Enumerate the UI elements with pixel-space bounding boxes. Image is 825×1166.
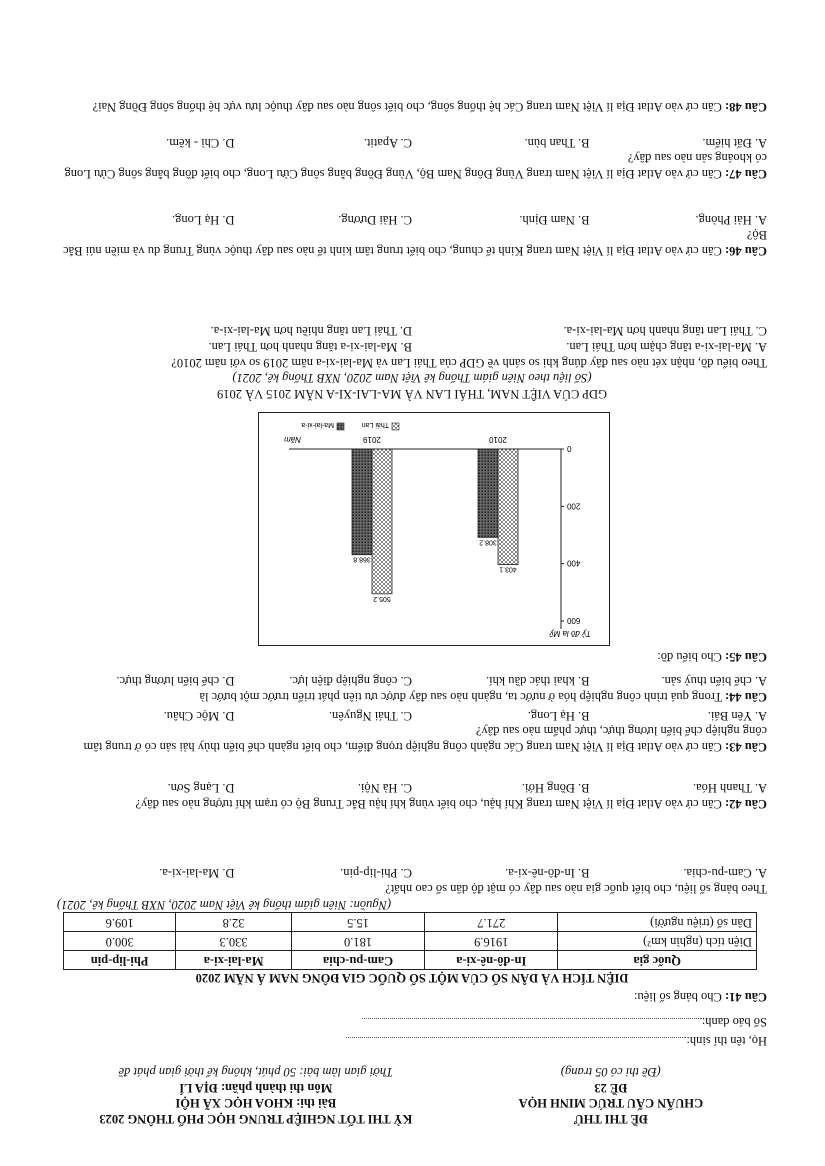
question-text: Căn cứ vào Atlat Địa lí Việt Nam trang Kinh tế chung, cho biết trung tâm kinh tế nào sau đây thuộc vùng Trung du và miền núi Bắc Bộ? <box>63 228 767 258</box>
question-41 <box>57 865 767 1004</box>
name-field[interactable] <box>346 1037 686 1048</box>
option-c[interactable]: C. Hà Nội. <box>357 781 412 796</box>
option-b[interactable]: B. In-đô-nê-xi-a. <box>505 866 590 881</box>
option-b[interactable]: B. Ma-lai-xi-a tăng nhanh hơn Thái Lan. <box>208 340 412 355</box>
question-number: Câu 43: <box>724 740 767 754</box>
name-label: Họ, tên thí sinh: <box>686 1034 767 1048</box>
table-cell: Dân số (triệu người) <box>558 912 757 931</box>
question-48 <box>57 98 767 114</box>
table-cell: 271.7 <box>425 912 558 931</box>
answer-options <box>57 780 767 796</box>
question-number: Câu 45: <box>724 650 767 664</box>
question-prompt: Theo bảng số liệu, cho biết quốc gia nào sau đây có mật độ dân số cao nhất? <box>385 882 767 897</box>
chart-bar <box>372 449 392 594</box>
option-a[interactable]: A. Cam-pu-chia. <box>683 866 767 881</box>
y-tick-label: 0 <box>567 444 572 453</box>
answer-options <box>57 339 767 355</box>
table-cell: 15.5 <box>291 912 424 931</box>
table-cell: 109.6 <box>64 912 176 931</box>
x-axis-label: Năm <box>284 435 301 444</box>
candidate-info <box>57 1014 767 1048</box>
option-d[interactable]: D. Ma-lai-xi-a. <box>159 866 235 881</box>
option-c[interactable]: C. Apatit. <box>363 135 412 150</box>
option-c[interactable]: C. Thái Nguyên. <box>328 708 412 723</box>
chart-bar <box>478 449 498 537</box>
question-47 <box>57 134 767 181</box>
table-header-cell: Quốc gia <box>558 950 757 969</box>
chart-source: (Số liệu theo Niên giám Thống kê Việt Nam 2020, NXB Thống kê, 2021) <box>232 371 592 386</box>
exam-structure: CHUẨN CẤU TRÚC MINH HỌA <box>518 1096 704 1111</box>
option-b[interactable]: B. Nam Định. <box>519 212 590 227</box>
question-42 <box>57 780 767 811</box>
exam-component: Môn thi thành phần: ĐỊA LÍ <box>179 1080 333 1095</box>
exam-header <box>57 1064 767 1127</box>
question-text: Căn cứ vào Atlat Địa lí Việt Nam trang Khí hậu, cho biết vùng khí hậu Bắc Trung Bộ có trạm khí tượng nào sau đây? <box>135 797 722 811</box>
question-text: Cho biểu đồ: <box>657 650 722 664</box>
option-b[interactable]: B. Than bùn. <box>524 135 590 150</box>
question-number: Câu 46: <box>724 244 767 258</box>
option-c[interactable]: C. Hải Dương. <box>338 212 412 227</box>
option-a[interactable]: A. Đất hiếm. <box>702 135 767 150</box>
option-a[interactable]: A. chế biến thuỷ sản. <box>661 674 767 689</box>
question-43 <box>57 707 767 754</box>
data-table <box>63 912 757 970</box>
legend-label: Thái Lan <box>361 421 389 428</box>
table-cell: 1916.9 <box>425 931 558 950</box>
option-d[interactable]: D. Thái Lan tăng nhiều hơn Ma-lai-xi-a. <box>210 324 412 339</box>
option-d[interactable]: D. Mộc Châu. <box>163 708 235 723</box>
answer-options <box>57 211 767 227</box>
question-text: Trong quá trình công nghiệp hóa ở nước ta, ngành nào sau đây được ưu tiên phát triển trước một bước là <box>199 690 723 704</box>
exam-name: KỲ THI TỐT NGHIỆP TRUNG HỌC PHỔ THÔNG 2023 <box>99 1112 413 1126</box>
table-header-cell: Ma-lai-xi-a <box>176 950 292 969</box>
question-text: Cho bảng số liệu: <box>634 990 722 1004</box>
option-c[interactable]: C. Thái Lan tăng nhanh hơn Ma-lai-xi-a. <box>563 324 767 339</box>
legend-label: Ma-lai-xi-a <box>301 421 334 428</box>
data-label: 308.2 <box>479 538 497 546</box>
question-number: Câu 48: <box>724 100 767 114</box>
question-number: Câu 47: <box>724 167 767 181</box>
option-c[interactable]: C. Phi-lip-pin. <box>340 866 412 881</box>
option-d[interactable]: D. Hạ Long. <box>172 212 235 227</box>
option-b[interactable]: B. Đồng Hới. <box>521 781 590 796</box>
x-tick-label: 2019 <box>363 435 381 444</box>
exam-subject: Bài thi: KHOA HỌC XÃ HỘI <box>175 1096 337 1111</box>
question-number: Câu 44: <box>724 690 767 704</box>
answer-options <box>57 865 767 881</box>
option-a[interactable]: A. Thanh Hóa. <box>692 781 767 796</box>
exam-duration: Thời gian làm bài: 50 phút, không kể thời gian phát đề <box>118 1065 394 1080</box>
y-axis-label: Tỷ đô la Mỹ <box>549 629 591 638</box>
chart-bar <box>498 449 518 565</box>
chart-svg <box>259 413 609 645</box>
table-header-row <box>64 950 757 969</box>
y-tick-label: 400 <box>567 558 581 568</box>
id-label: Số báo danh: <box>701 1015 767 1030</box>
question-45 <box>57 648 767 664</box>
option-d[interactable]: D. Lạng Sơn. <box>167 781 235 796</box>
question-text: Căn cứ vào Atlat Địa lí Việt Nam trang Vùng Đông Nam Bộ, Vùng Đồng bằng sông Cửu Long, cho biết đồng bằng sông Cửu Long có khoáng sản nào sau đây? <box>64 151 767 181</box>
table-header-cell: Phi-lip-pin <box>64 950 176 969</box>
table-cell: Diện tích (nghìn km²) <box>558 931 757 950</box>
option-d[interactable]: D. Chì - kẽm. <box>166 135 235 150</box>
exam-code: ĐỀ 23 <box>594 1080 628 1095</box>
question-text: Căn cứ vào Atlat Địa lí Việt Nam trang Các ngành công nghiệp trọng điểm, cho biết ngành chế biến thủy hải sản có ở trung tâm công nghiệp chế biến lương thực, thực phẩm nào sau đây? <box>83 724 767 754</box>
answer-options <box>57 673 767 689</box>
question-number: Câu 42: <box>724 797 767 811</box>
legend-swatch <box>337 423 344 430</box>
option-a[interactable]: A. Ma-lai-xi-a tăng chậm hơn Thái Lan. <box>566 340 767 355</box>
option-c[interactable]: C. công nghiệp điện lực. <box>289 674 412 689</box>
header-left <box>455 1064 767 1127</box>
table-cell: 330.3 <box>176 931 292 950</box>
x-tick-label: 2010 <box>489 435 507 444</box>
data-label: 505.2 <box>373 594 391 602</box>
chart-bar <box>352 449 372 555</box>
option-d[interactable]: D. chế biến lương thực. <box>116 674 235 689</box>
header-right <box>57 1064 455 1127</box>
gdp-chart <box>258 412 610 646</box>
answer-options <box>57 323 767 339</box>
answer-options <box>57 134 767 150</box>
answer-options <box>57 707 767 723</box>
table-cell: 300.0 <box>64 931 176 950</box>
id-field[interactable] <box>362 1018 702 1029</box>
exam-type: ĐỀ THI THỬ <box>573 1112 648 1126</box>
legend-swatch <box>392 423 399 430</box>
question-number: Câu 41: <box>724 990 767 1004</box>
question-46 <box>57 211 767 258</box>
page-count: (Đề thi có 05 trang) <box>560 1065 661 1080</box>
question-44 <box>57 673 767 704</box>
data-label: 368.8 <box>353 555 371 563</box>
table-row <box>64 912 757 931</box>
table-cell: 32.8 <box>176 912 292 931</box>
option-a[interactable]: A. Yên Bái. <box>707 708 767 723</box>
y-tick-label: 200 <box>567 501 581 511</box>
option-b[interactable]: B. khai thác dầu khí. <box>486 674 590 689</box>
option-a[interactable]: A. Hải Phòng. <box>695 212 767 227</box>
question-text: Căn cứ vào Atlat Địa lí Việt Nam trang Các hệ thống sông, cho biết sông nào sau đây thuộc lưu vực hệ thống sông Đồng Nai? <box>92 100 722 114</box>
data-label: 403.1 <box>499 565 517 573</box>
table-cell: 181.0 <box>291 931 424 950</box>
table-header-cell: Cam-pu-chia <box>291 950 424 969</box>
table-header-cell: In-đô-nê-xi-a <box>425 950 558 969</box>
option-b[interactable]: B. Hạ Long. <box>527 708 590 723</box>
y-tick-label: 600 <box>567 616 581 625</box>
table-row <box>64 931 757 950</box>
table-title: DIỆN TÍCH VÀ DÂN SỐ CỦA MỘT SỐ QUỐC GIA ĐÔNG NAM Á NĂM 2020 <box>195 971 629 986</box>
chart-title: GDP CỦA VIỆT NAM, THÁI LAN VÀ MA-LAI-XI-A NĂM 2015 VÀ 2019 <box>216 387 608 401</box>
question-prompt: Theo biểu đồ, nhận xét nào sau đây đúng khi so sánh về GDP của Thái Lan và Ma-lai-xi-a năm 2019 so với năm 2010? <box>171 355 767 370</box>
table-source: (Nguồn: Niên giám thống kê Việt Nam 2020, NXB Thống kê, 2021) <box>57 897 392 912</box>
question-45-body <box>57 323 767 401</box>
